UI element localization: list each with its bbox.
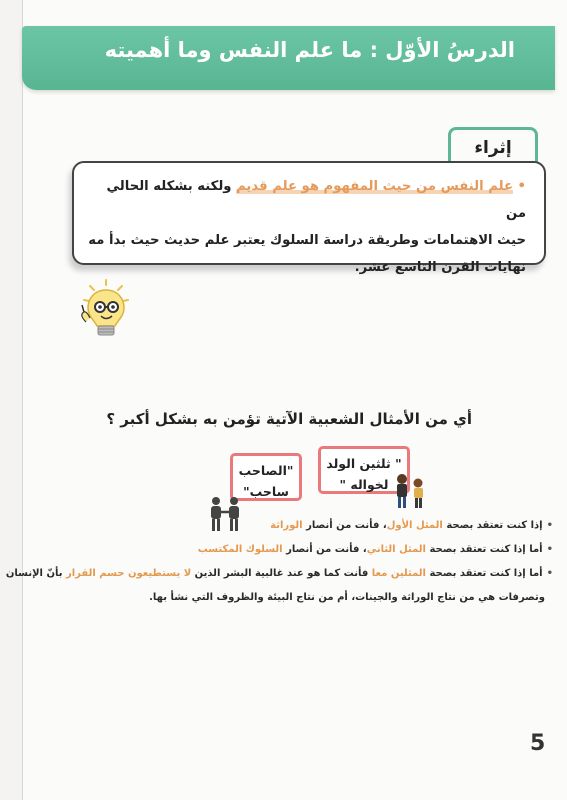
proverb-1-line-2: لخواله "	[339, 477, 389, 492]
page-number: 5	[530, 731, 546, 756]
enrichment-highlight: علم النفس من حيث المفهوم هو علم قديم	[236, 179, 513, 194]
enrichment-box	[72, 161, 546, 275]
question-heading: أي من الأمثال الشعبية الآتية تؤمن به بشكل أكبر ؟	[106, 410, 472, 428]
answer-item-3-continued: وتصرفات هي من نتاج الوراثة والجينات، أم من نتاج البيئة والظروف التي نشأ بها.	[149, 592, 545, 603]
enrichment-bullet: •	[512, 179, 526, 194]
answer-item-1: •إذا كنت تعتقد بصحة المثل الأول، فأنت من أنصار الوراثة	[270, 520, 553, 531]
answer-1-highlight-2: الوراثة	[270, 520, 303, 531]
enrichment-line-2: حيث الاهتمامات وطريقة دراسة السلوك يعتبر علم حديث حيث بدأ مه	[88, 233, 526, 248]
answer-2-highlight-2: السلوك المكتسب	[197, 544, 283, 555]
lesson-title: الدرسُ الأوّل : ما علم النفس وما أهميته	[104, 38, 515, 62]
answer-3-text-mid: فأنت كما هو عند غالبية البشر الذين	[191, 568, 372, 579]
proverb-2-line-2: ساحب"	[243, 484, 289, 499]
answer-item-2: •أما إذا كنت تعتقد بصحة المثل الثاني، فأنت من أنصار السلوك المكتسب	[197, 544, 553, 555]
proverb-1-line-1: " ثلثين الولد	[326, 456, 402, 471]
enrichment-line-3: نهايات القرن التاسع عشر.	[354, 260, 526, 275]
answer-1-text-mid: ، فأنت من أنصار	[302, 520, 387, 531]
answer-2-text-mid: ، فأنت من أنصار	[282, 544, 367, 555]
proverb-card-company	[230, 453, 302, 501]
answer-2-highlight: المثل الثاني	[366, 544, 426, 555]
lesson-title-banner	[22, 26, 555, 90]
proverb-2-line-1: "الصاحب	[238, 463, 294, 478]
enrichment-text	[86, 173, 526, 281]
enrichment-tab: إثراء	[448, 127, 538, 164]
answer-item-3: •أما إذا كنت تعتقد بصحة المثلين معا فأنت كما هو عند غالبية البشر الذين لا يستطيعون حسم القرار بأنّ الإنسان	[5, 568, 553, 579]
answer-3-text: أما إذا كنت تعتقد بصحة	[426, 568, 543, 579]
two-children-icon	[388, 472, 434, 510]
answer-2-text: أما إذا كنت تعتقد بصحة	[426, 544, 543, 555]
answer-3-text-end: بأنّ الإنسان	[5, 568, 66, 579]
answers-list	[5, 514, 553, 610]
lightbulb-mascot-icon	[70, 278, 134, 342]
answer-1-highlight: المثل الأول	[386, 520, 443, 531]
enrichment-line-1	[86, 173, 526, 227]
enrichment-line-1-rest: ولكنه بشكله الحالي من	[106, 179, 526, 221]
answer-3-highlight-2: لا يستطيعون حسم القرار	[65, 568, 192, 579]
answer-3-highlight: المثلين معا	[371, 568, 426, 579]
page-sheet	[5, 0, 567, 800]
answer-1-text: إذا كنت تعتقد بصحة	[442, 520, 543, 531]
